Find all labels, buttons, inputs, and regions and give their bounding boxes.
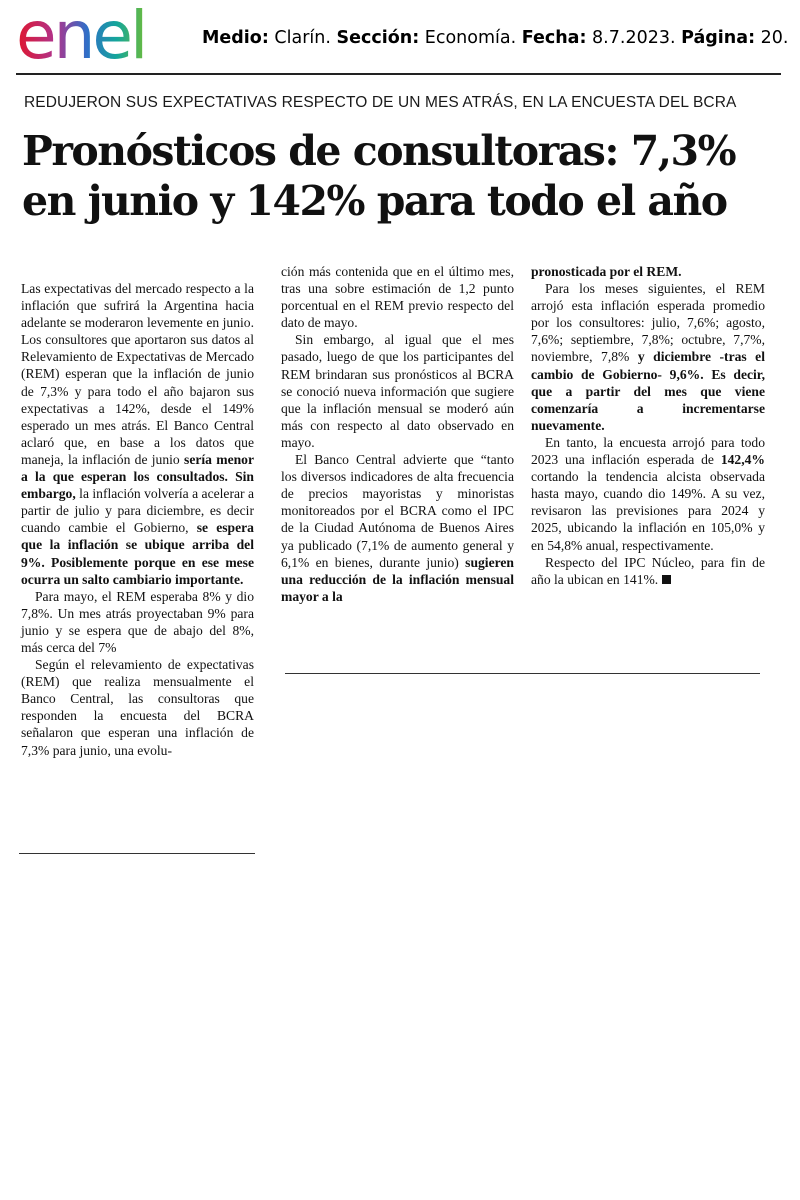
- header-divider: [16, 73, 781, 75]
- text-run: Las expectativas del mercado respecto a la inflación que sufrirá la Argentina hacia adelante se moderaron levemente en junio. Los consultores que aportaron sus datos al Relevamiento de Expectativas de Mercado (REM) esperan que la inflación de junio de 7,3% y para todo el año bajaron sus expectativas a 142%, desde el 149% esperado un mes atrás. El Banco Central aclaró que, en base a los datos que maneja, la inflación de junio: [21, 281, 254, 467]
- article-headline: [22, 126, 792, 226]
- article-end-rule: [285, 673, 760, 674]
- col2-paragraph-2: [281, 331, 514, 451]
- col1-paragraph-2: [21, 588, 254, 656]
- bold-run: 142,4%: [720, 452, 765, 468]
- text-run: Para los meses siguientes, el REM arrojó esta inflación esperada promedio por los consultores: julio, 7,6%; agosto, 7,6%; septiembre, 7,8%; octubre, 7,7%, noviembre, 7,8%: [531, 281, 765, 365]
- col2-paragraph-3: [281, 451, 514, 605]
- enel-logo: [16, 4, 182, 66]
- pagina-label: Página:: [681, 28, 756, 48]
- fecha-value: 8.7.2023.: [586, 28, 682, 48]
- clipping-header: [0, 0, 800, 76]
- medio-label: Medio:: [202, 28, 269, 48]
- headline-line-2: en junio y 142% para todo el año: [22, 177, 727, 225]
- logo-wordmark: enel: [16, 4, 146, 66]
- pagina-value: 20.: [755, 28, 789, 48]
- bold-run: y diciembre -tras el cambio de Gobierno- 9,6%. Es decir, que a partir del mes que viene comenzaría a incrementarse nuevamente.: [531, 349, 765, 433]
- col3-paragraph-2: [531, 280, 765, 434]
- headline-line-1: Pronósticos de consultoras: 7,3%: [22, 127, 736, 175]
- text-run: Sin embargo, al igual que el mes pasado, luego de que los participantes del REM brindaran sus pronósticos al BCRA se conoció nueva información que sugiere que la inflación mensual se moderó aún más con respecto al dato observado en mayo.: [281, 332, 514, 450]
- fecha-label: Fecha:: [521, 28, 587, 48]
- text-run: Según el relevamiento de expectativas (REM) que realiza mensualmente el Banco Central, las consultoras que responden la encuesta del BCRA señalaron que esperan una inflación de 7,3% para junio, una evolu-: [21, 657, 254, 758]
- text-run: En tanto, la encuesta arrojó para todo 2023 una inflación esperada de: [531, 434, 765, 468]
- col1-paragraph-3: [21, 656, 254, 759]
- text-run: cortando la tendencia alcista observada hasta mayo, cuando dio 149%. A su vez, revisaron las previsiones para 2024 y 2025, ubicando la inflación en 105,0% y en 54,8% anual, respectivamente.: [531, 469, 765, 553]
- text-run: Para mayo, el REM esperaba 8% y dio 7,8%. Un mes atrás proyectaban 9% para junio y se espera que de abajo del 8%, más cerca del 7%: [21, 588, 254, 655]
- bold-run: se espera que la inflación se ubique arriba del 9%. Posiblemente porque en ese mese ocurra un salto cambiario importante.: [21, 520, 254, 587]
- column-1-end-rule: [19, 853, 255, 854]
- bold-run: pronosticada por el REM.: [531, 264, 682, 279]
- bold-run: sería menor a la que esperan los consultados. Sin embargo,: [21, 451, 255, 502]
- text-run: El Banco Central advierte que “tanto los diversos indicadores de alta frecuencia de precios mayoristas y minoristas monitoreados por el BCRA como el IPC de la Ciudad Autónoma de Buenos Aires ya publicado (7,1% de aumento general y 6,1% en bienes, durante junio): [281, 452, 514, 570]
- col3-paragraph-4: [531, 554, 765, 588]
- text-run: la inflación volvería a acelerar a partir de julio y para diciembre, es decir cuando cambie el Gobierno,: [21, 486, 254, 536]
- seccion-value: Economía.: [419, 28, 522, 48]
- col1-paragraph-1: [21, 280, 254, 588]
- text-run: Respecto del IPC Núcleo, para fin de año la ubican en 141%.: [531, 554, 765, 587]
- article-column-3: [531, 263, 765, 588]
- col3-paragraph-3: [531, 434, 765, 554]
- seccion-label: Sección:: [336, 28, 420, 48]
- col3-paragraph-1: [531, 263, 765, 280]
- clipping-meta: [202, 28, 788, 48]
- text-run: ción más contenida que en el último mes, tras una sobre estimación de 1,2 punto porcentual en el REM previo respecto del dato de mayo.: [281, 264, 514, 331]
- bold-run: sugieren una reducción de la inflación mensual mayor a la: [281, 554, 514, 604]
- end-of-article-square: [662, 575, 671, 584]
- article-kicker: REDUJERON SUS EXPECTATIVAS RESPECTO DE UN MES ATRÁS, EN LA ENCUESTA DEL BCRA: [24, 94, 737, 111]
- article-column-2: [281, 263, 514, 605]
- medio-value: Clarín.: [268, 28, 337, 48]
- article-column-1: [21, 280, 254, 759]
- col2-paragraph-1: [281, 263, 514, 331]
